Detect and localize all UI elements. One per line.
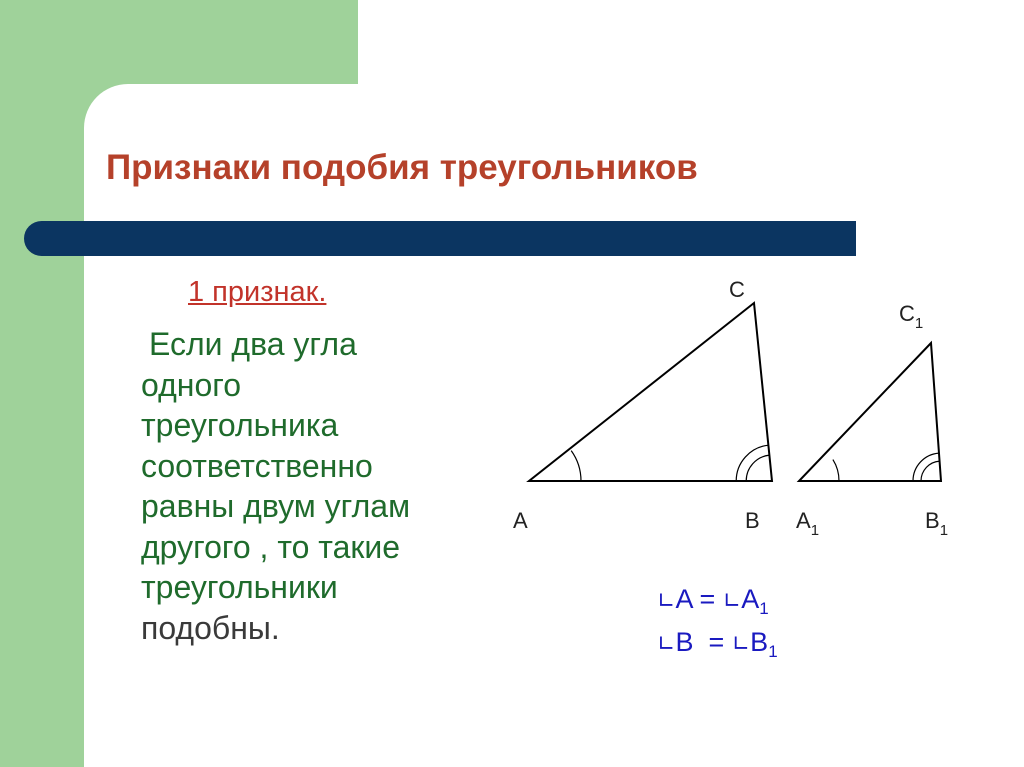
angle-icon: ∟ bbox=[657, 589, 676, 614]
statement-line: равны двум углам bbox=[141, 488, 411, 524]
label-a: A bbox=[513, 508, 528, 533]
label-c1: $C_1$ bbox=[899, 301, 924, 332]
angle-arc-b1-inner bbox=[921, 461, 940, 481]
angle-arc-a bbox=[571, 451, 581, 481]
angle-arc-a1 bbox=[833, 460, 839, 481]
angle-icon: ∟ bbox=[722, 589, 742, 614]
label-b1: $B_1$ bbox=[925, 508, 949, 539]
label-a1: $A_1$ bbox=[796, 508, 820, 539]
statement-line: треугольника bbox=[141, 407, 339, 443]
statement-line: соответственно bbox=[141, 447, 373, 484]
statement-line: Если два угла bbox=[149, 326, 357, 362]
label-b: B bbox=[745, 508, 760, 533]
angle-arc-b-outer bbox=[736, 445, 768, 481]
feature-label: 1 признак. bbox=[188, 276, 327, 308]
angle-icon: ∟ bbox=[657, 632, 676, 657]
triangle-a1b1c1 bbox=[799, 343, 941, 481]
angle-icon: ∟ bbox=[731, 632, 751, 657]
statement-line: подобны. bbox=[141, 609, 280, 646]
equality-angle-a: ∟A = $∟A_1$ bbox=[657, 584, 769, 618]
statement-line: другого , то такие bbox=[141, 528, 401, 565]
label-c: C bbox=[729, 277, 745, 302]
statement-line: одного bbox=[141, 366, 241, 403]
statement-line: треугольники bbox=[141, 569, 338, 605]
slide-title: Признаки подобия треугольников bbox=[106, 148, 698, 187]
triangle-abc bbox=[529, 303, 772, 481]
angle-arc-b-inner bbox=[746, 455, 769, 481]
equality-angle-b: ∟B = $∟B_1$ bbox=[657, 627, 778, 661]
